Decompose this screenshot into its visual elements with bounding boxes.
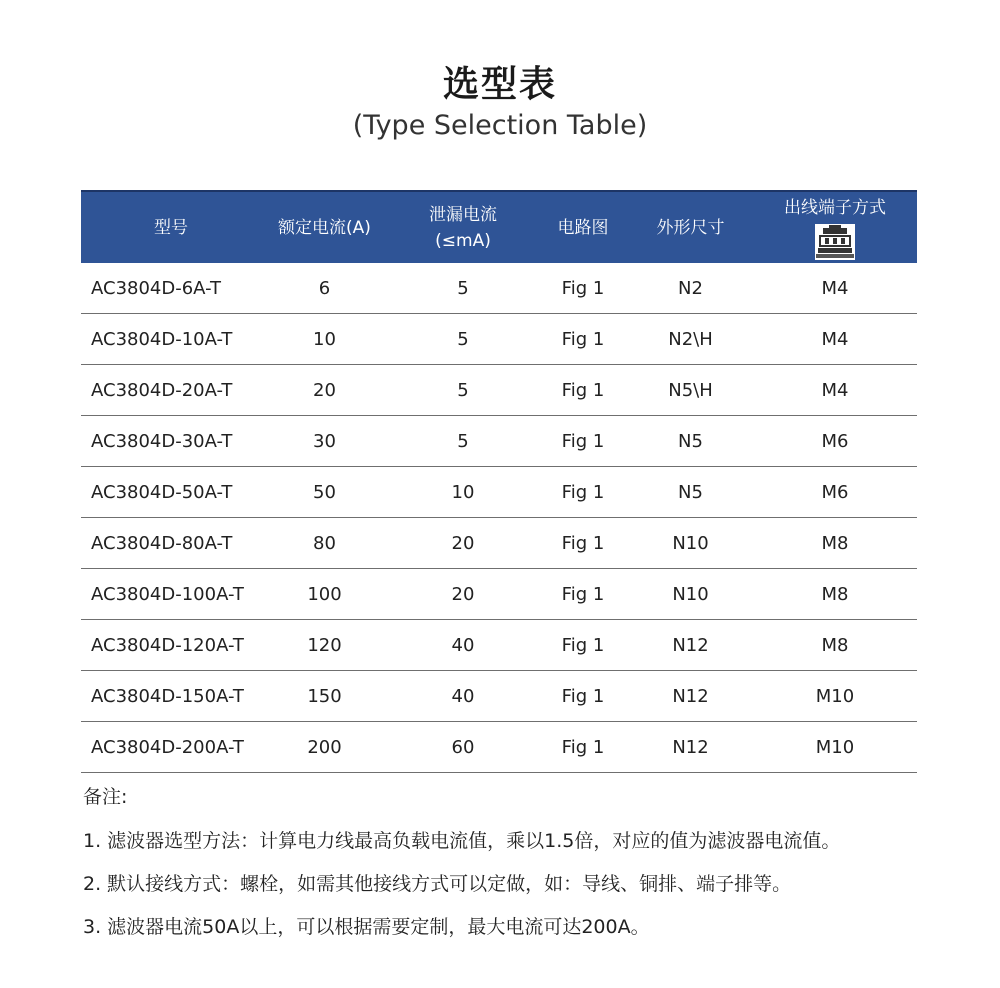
cell-circuit: Fig 1	[561, 685, 605, 707]
cell-dimension: N12	[672, 634, 709, 656]
table-row	[81, 263, 917, 314]
cell-circuit: Fig 1	[561, 736, 605, 758]
cell-model: AC3804D-100A-T	[91, 583, 244, 605]
cell-model: AC3804D-200A-T	[91, 736, 244, 758]
cell-model: AC3804D-50A-T	[91, 481, 233, 503]
cell-terminal: M4	[821, 277, 849, 299]
header-circuit: 电路图	[557, 217, 609, 238]
cell-leakage-current: 5	[457, 328, 469, 350]
table-row	[81, 518, 917, 569]
cell-dimension: N5	[678, 430, 703, 452]
cell-circuit: Fig 1	[561, 277, 605, 299]
cell-leakage-current: 60	[451, 736, 475, 758]
cell-leakage-current: 40	[451, 634, 475, 656]
cell-rated-current: 100	[307, 583, 342, 605]
cell-dimension: N10	[672, 583, 709, 605]
table-row	[81, 569, 917, 620]
cell-circuit: Fig 1	[561, 481, 605, 503]
table-row	[81, 416, 917, 467]
cell-leakage-current: 40	[451, 685, 475, 707]
table-row	[81, 671, 917, 722]
cell-dimension: N5\H	[668, 379, 713, 401]
cell-rated-current: 80	[313, 532, 336, 554]
cell-leakage-current: 20	[451, 583, 475, 605]
cell-leakage-current: 5	[457, 277, 469, 299]
cell-dimension: N12	[672, 736, 709, 758]
cell-circuit: Fig 1	[561, 379, 605, 401]
cell-terminal: M8	[821, 634, 849, 656]
cell-rated-current: 50	[313, 481, 336, 503]
cell-terminal: M8	[821, 583, 849, 605]
header-leakage-line1: 泄漏电流	[429, 204, 497, 225]
page-title: 选型表	[442, 64, 557, 105]
cell-terminal: M10	[815, 685, 855, 707]
cell-dimension: N2	[678, 277, 703, 299]
cell-dimension: N2\H	[668, 328, 713, 350]
selection-table	[81, 190, 917, 773]
table-row	[81, 314, 917, 365]
cell-model: AC3804D-150A-T	[91, 685, 244, 707]
table-row	[81, 467, 917, 518]
notes-heading: 备注:	[83, 786, 128, 808]
page-subtitle: (Type Selection Table)	[352, 110, 648, 141]
cell-terminal: M4	[821, 328, 849, 350]
note-item-3: 3. 滤波器电流50A以上，可以根据需要定制，最大电流可达200A。	[83, 916, 650, 938]
cell-rated-current: 6	[318, 277, 331, 299]
cell-rated-current: 20	[313, 379, 336, 401]
cell-terminal: M10	[815, 736, 855, 758]
cell-circuit: Fig 1	[561, 583, 605, 605]
terminal-block-icon	[815, 224, 855, 260]
note-item-1: 1. 滤波器选型方法：计算电力线最高负载电流值，乘以1.5倍，对应的值为滤波器电流值。	[83, 830, 841, 852]
cell-circuit: Fig 1	[561, 328, 605, 350]
cell-rated-current: 30	[313, 430, 336, 452]
header-terminal	[753, 192, 917, 263]
cell-terminal: M6	[821, 430, 849, 452]
table-row	[81, 722, 917, 773]
table-header	[81, 190, 917, 263]
cell-dimension: N10	[672, 532, 709, 554]
cell-model: AC3804D-10A-T	[91, 328, 233, 350]
header-leakage-line2: (≤mA)	[435, 230, 491, 251]
header-rated-current: 额定电流(A)	[278, 217, 371, 238]
cell-model: AC3804D-20A-T	[91, 379, 233, 401]
cell-circuit: Fig 1	[561, 532, 605, 554]
cell-terminal: M8	[821, 532, 849, 554]
cell-model: AC3804D-6A-T	[91, 277, 221, 299]
table-row	[81, 620, 917, 671]
note-item-2: 2. 默认接线方式：螺栓，如需其他接线方式可以定做，如：导线、铜排、端子排等。	[83, 873, 792, 895]
cell-rated-current: 120	[307, 634, 342, 656]
cell-leakage-current: 5	[457, 430, 469, 452]
cell-rated-current: 200	[307, 736, 342, 758]
cell-circuit: Fig 1	[561, 430, 605, 452]
notes-section	[83, 782, 840, 955]
cell-terminal: M4	[821, 379, 849, 401]
cell-rated-current: 10	[313, 328, 336, 350]
header-model: 型号	[154, 217, 188, 238]
header-dimension: 外形尺寸	[656, 217, 725, 238]
cell-model: AC3804D-80A-T	[91, 532, 233, 554]
table-row	[81, 365, 917, 416]
table-body	[81, 263, 917, 773]
cell-leakage-current: 10	[451, 481, 475, 503]
cell-circuit: Fig 1	[561, 634, 605, 656]
cell-leakage-current: 20	[451, 532, 475, 554]
cell-dimension: N12	[672, 685, 709, 707]
header-terminal-label: 出线端子方式	[784, 198, 886, 218]
cell-model: AC3804D-120A-T	[91, 634, 244, 656]
cell-dimension: N5	[678, 481, 703, 503]
cell-model: AC3804D-30A-T	[91, 430, 233, 452]
cell-terminal: M6	[821, 481, 849, 503]
header-leakage-current	[388, 192, 538, 263]
cell-rated-current: 150	[307, 685, 342, 707]
cell-leakage-current: 5	[457, 379, 469, 401]
